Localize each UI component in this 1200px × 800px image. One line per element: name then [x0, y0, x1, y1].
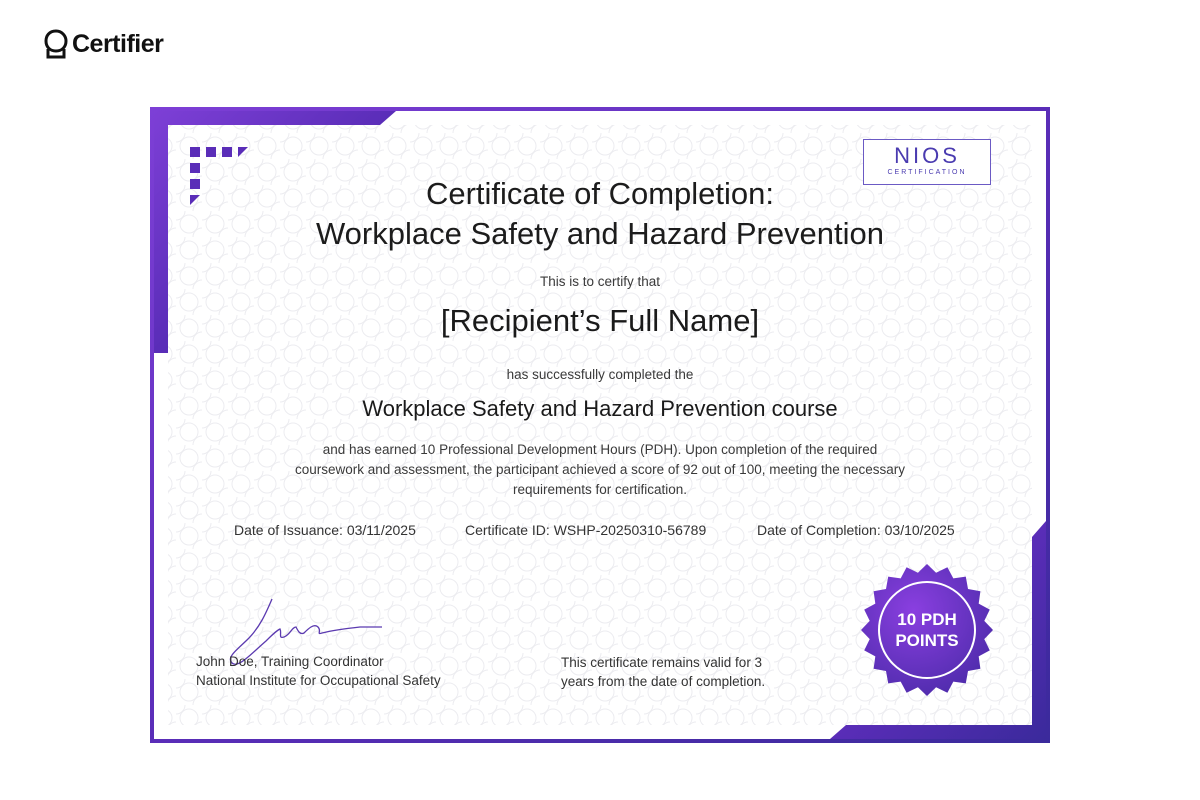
title-line-2: Workplace Safety and Hazard Prevention [315, 216, 885, 251]
validity-line-1: This certificate remains valid for 3 [561, 655, 763, 670]
certifier-brand [44, 28, 163, 60]
certificate-title [150, 174, 1050, 254]
pdh-seal [859, 562, 995, 698]
seal-badge [861, 564, 993, 696]
title-line-1: Certificate of Completion: [425, 176, 775, 211]
description-line-3: requirements for certification. [512, 482, 688, 497]
validity-line-2: years from the date of completion. [561, 674, 766, 689]
issuer-logo-name: NIOS [894, 143, 960, 168]
issuer-logo-subtitle: CERTIFICATION [887, 169, 967, 176]
description-line-1: and has earned 10 Professional Development Hours (PDH). Upon completion of the required [322, 442, 878, 457]
certificate [150, 107, 1050, 743]
certify-intro: This is to certify that [539, 274, 661, 289]
completion-statement: has successfully completed the [506, 367, 694, 382]
description-line-2: coursework and assessment, the participant achieved a score of 92 out of 100, meeting the necessary [294, 462, 906, 477]
signer-organization: National Institute for Occupational Safety [196, 673, 441, 688]
certificate-description [270, 440, 930, 500]
validity-note [561, 653, 791, 691]
brand-name: Certifier [72, 29, 164, 58]
certificate-id: Certificate ID: WSHP-20250310-56789 [465, 522, 707, 538]
course-name: Workplace Safety and Hazard Prevention course [362, 396, 838, 421]
seal-line-2: POINTS [895, 631, 959, 650]
signer-info [196, 652, 441, 690]
date-of-completion: Date of Completion: 03/10/2025 [757, 522, 955, 538]
date-of-issuance: Date of Issuance: 03/11/2025 [234, 522, 416, 538]
signer-name-title: John Doe, Training Coordinator [196, 654, 384, 669]
recipient-name: [Recipient’s Full Name] [440, 303, 760, 338]
seal-line-1: 10 PDH [897, 610, 957, 629]
certifier-logo-icon [44, 28, 68, 60]
